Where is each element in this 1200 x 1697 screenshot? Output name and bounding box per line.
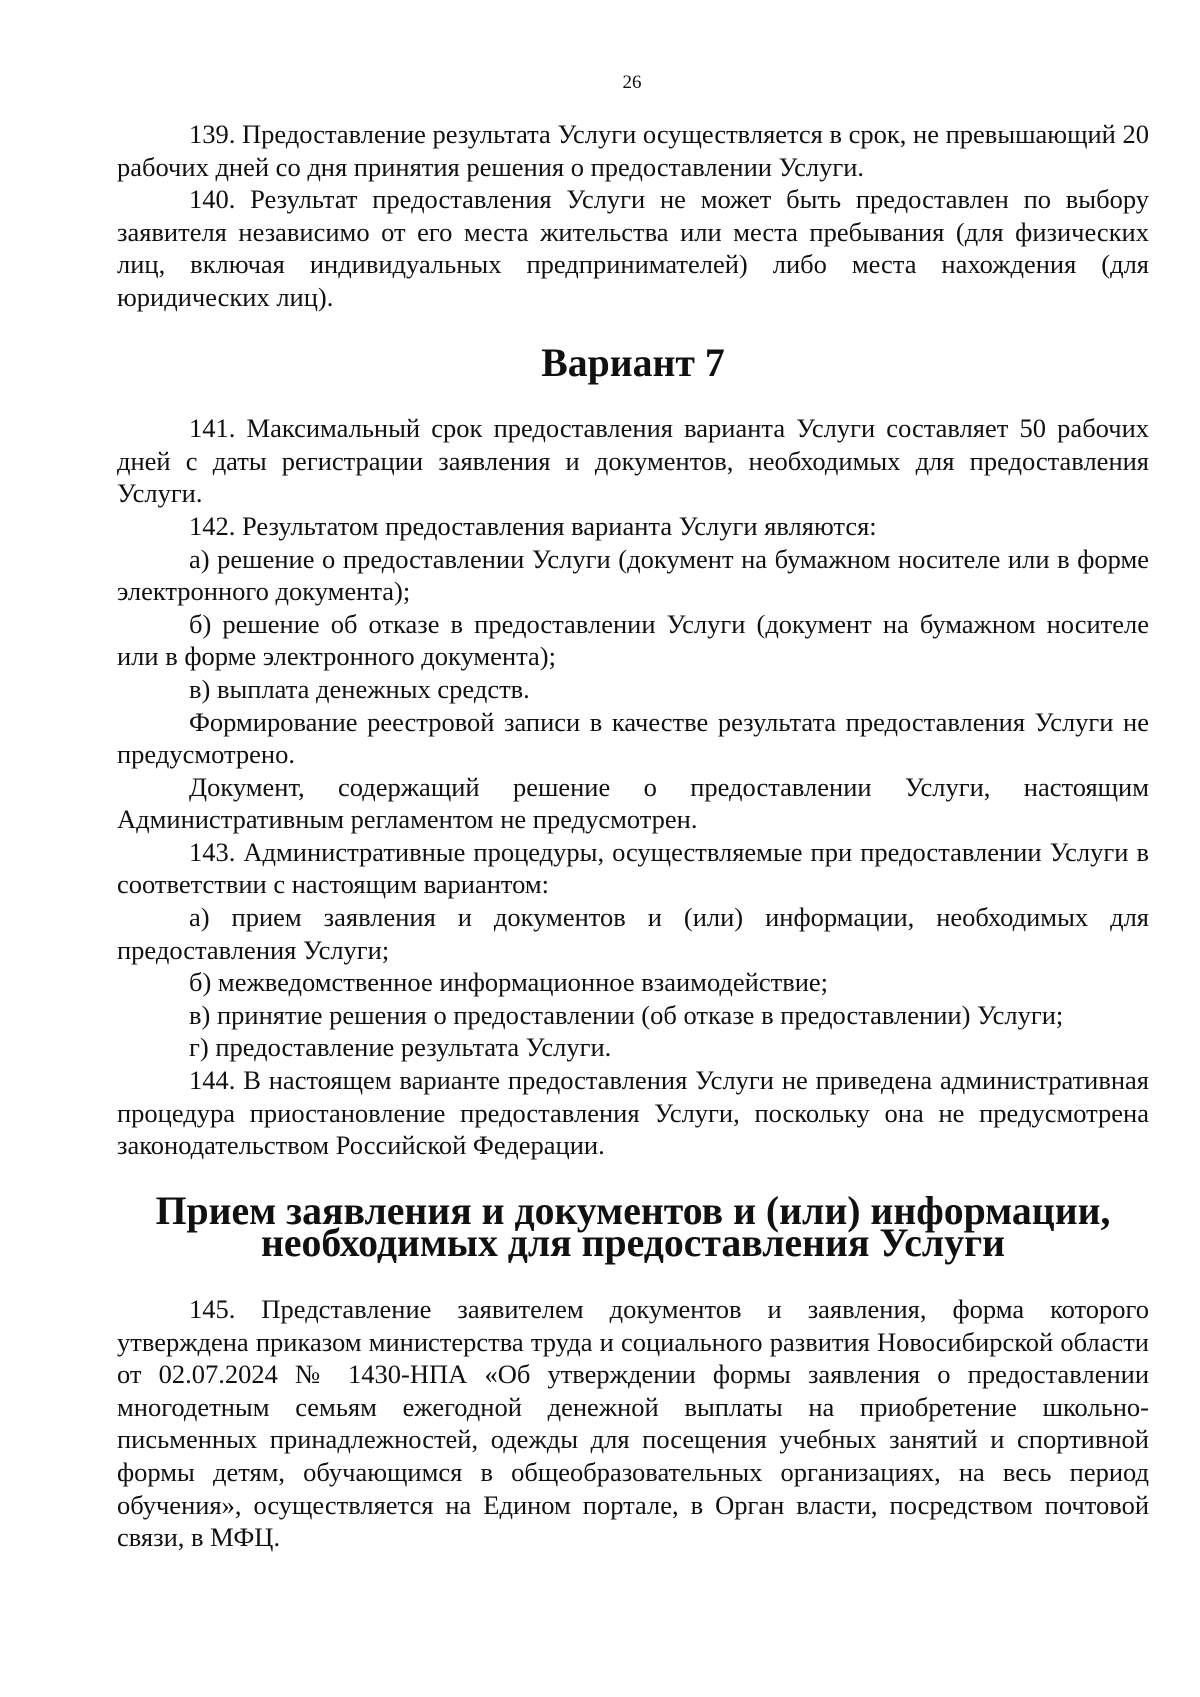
paragraph-registry-record: Формирование реестровой записи в качестве результата предоставления Услуги не предусмотрено. <box>117 706 1149 770</box>
list-item-142-b: б) решение об отказе в предоставлении Услуги (документ на бумажном носителе или в форме электронного документа); <box>117 608 1149 672</box>
document-body <box>117 118 1149 1554</box>
paragraph-141: 141. Максимальный срок предоставления варианта Услуги составляет 50 рабочих дней с даты регистрации заявления и документов, необходимых для предоставления Услуги. <box>117 413 1149 509</box>
paragraph-145: 145. Представление заявителем документов и заявления, форма которого утверждена приказом министерства труда и социального развития Новосибирской области от 02.07.2024 № 1430-НПА «Об утверждении формы заявления о предоставлении многодетным семьям ежегодной денежной выплаты на приобретение школьно-письменных принадлежностей, одежды для посещения учебных занятий и спортивной формы детям, обучающимся в общеобразовательных организациях, на весь период обучения», осуществляется на Едином портале, в Орган власти, посредством почтовой связи, в МФЦ. <box>117 1294 1149 1553</box>
paragraph-142: 142. Результатом предоставления варианта Услуги являются: <box>189 510 877 541</box>
list-item-143-v: в) принятие решения о предоставлении (об отказе в предоставлении) Услуги; <box>189 999 1064 1030</box>
paragraph-decision-document: Документ, содержащий решение о предоставлении Услуги, настоящим Административным регламентом не предусмотрен. <box>117 771 1149 835</box>
section-heading-application-intake: Прием заявления и документов и (или) информации, необходимых для предоставления Услуги <box>155 1188 1111 1266</box>
section-heading-variant-7: Вариант 7 <box>541 340 725 385</box>
paragraph-139: 139. Предоставление результата Услуги осуществляется в срок, не превышающий 20 рабочих дней со дня принятия решения о предоставлении Услуги. <box>117 119 1149 182</box>
list-item-142-v: в) выплата денежных средств. <box>189 673 530 704</box>
paragraph-140: 140. Результат предоставления Услуги не может быть предоставлен по выбору заявителя независимо от его места жительства или места пребывания (для физических лиц, включая индивидуальных предпринимателей) либо места нахождения (для юридических лиц). <box>117 184 1149 312</box>
page-number: 26 <box>622 72 642 93</box>
list-item-143-a: а) прием заявления и документов и (или) информации, необходимых для предоставления Услуги; <box>117 902 1149 965</box>
paragraph-144: 144. В настоящем варианте предоставления Услуги не приведена административная процедура приостановление предоставления Услуги, поскольку она не предусмотрена законодательством Российской Федерации. <box>117 1065 1149 1161</box>
list-item-142-a: а) решение о предоставлении Услуги (документ на бумажном носителе или в форме электронного документа); <box>117 543 1149 607</box>
list-item-143-b: б) межведомственное информационное взаимодействие; <box>189 967 829 998</box>
paragraph-143: 143. Административные процедуры, осуществляемые при предоставлении Услуги в соответствии с настоящим вариантом: <box>117 836 1149 900</box>
list-item-143-g: г) предоставление результата Услуги. <box>189 1032 612 1063</box>
